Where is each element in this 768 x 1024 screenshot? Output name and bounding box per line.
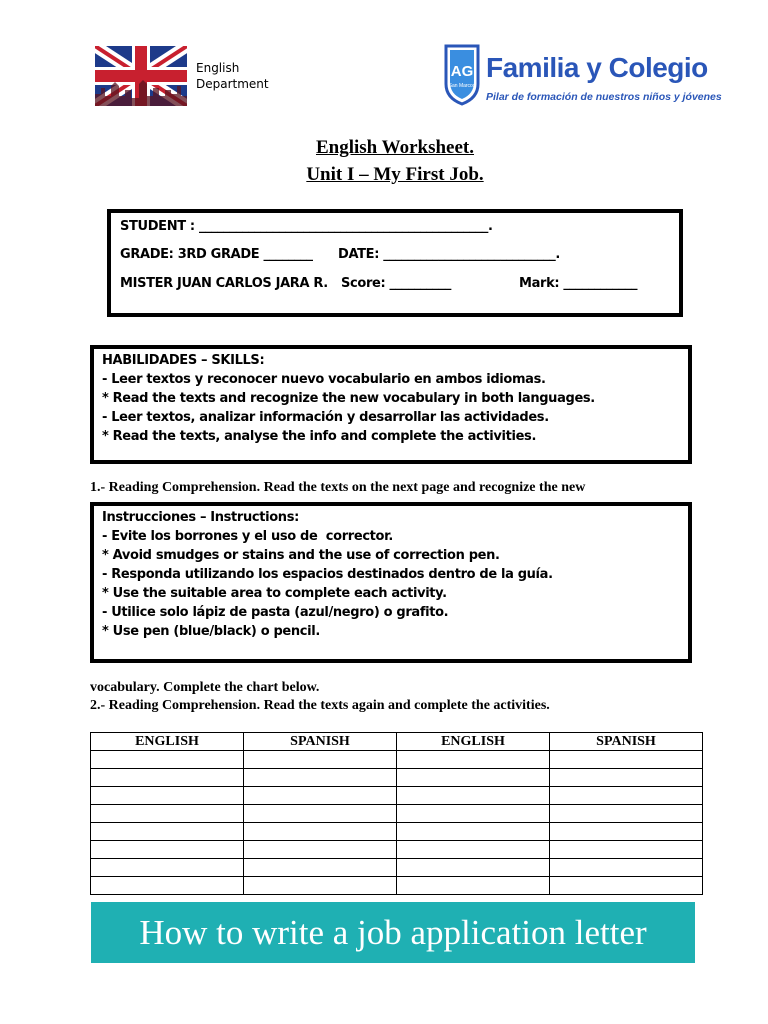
instructions-line: - Responda utilizando los espacios destinados dentro de la guía. <box>102 567 553 582</box>
table-cell[interactable] <box>91 877 244 895</box>
column-header-spanish: SPANISH <box>550 733 703 751</box>
table-cell[interactable] <box>91 859 244 877</box>
table-row <box>91 859 703 877</box>
table-cell[interactable] <box>91 769 244 787</box>
table-cell[interactable] <box>244 787 397 805</box>
table-cell[interactable] <box>550 769 703 787</box>
table-cell[interactable] <box>397 859 550 877</box>
worksheet-title: English Worksheet. <box>315 137 475 158</box>
table-cell[interactable] <box>244 859 397 877</box>
reading-1-continuation: vocabulary. Complete the chart below. <box>90 680 320 695</box>
reading-1-instruction: 1.- Reading Comprehension. Read the texts on the next page and recognize the new <box>90 480 586 495</box>
instructions-line: * Use pen (blue/black) o pencil. <box>102 624 320 639</box>
table-cell[interactable] <box>91 751 244 769</box>
school-shield-logo-icon <box>442 44 482 106</box>
instructions-heading: Instrucciones – Instructions: <box>102 510 299 525</box>
table-cell[interactable] <box>397 769 550 787</box>
table-cell[interactable] <box>91 841 244 859</box>
table-cell[interactable] <box>397 751 550 769</box>
table-cell[interactable] <box>244 769 397 787</box>
table-cell[interactable] <box>244 877 397 895</box>
table-cell[interactable] <box>91 787 244 805</box>
column-header-english: ENGLISH <box>91 733 244 751</box>
table-cell[interactable] <box>244 805 397 823</box>
table-cell[interactable] <box>91 805 244 823</box>
column-header-spanish: SPANISH <box>244 733 397 751</box>
department-label <box>196 60 269 92</box>
teacher-name: MISTER JUAN CARLOS JARA R. <box>120 276 328 291</box>
instructions-line: - Utilice solo lápiz de pasta (azul/negro) o grafito. <box>102 605 449 620</box>
table-cell[interactable] <box>550 823 703 841</box>
table-row <box>91 769 703 787</box>
skills-line: * Read the texts, analyse the info and complete the activities. <box>102 429 537 444</box>
table-cell[interactable] <box>550 877 703 895</box>
skills-line: * Read the texts and recognize the new vocabulary in both languages. <box>102 391 595 406</box>
column-header-english: ENGLISH <box>397 733 550 751</box>
school-tagline: Pilar de formación de nuestros niños y jóvenes <box>486 91 722 103</box>
table-cell[interactable] <box>397 877 550 895</box>
department-line2: Department <box>196 77 269 91</box>
table-row <box>91 787 703 805</box>
student-field[interactable]: STUDENT : _______________________________________________. <box>120 219 493 234</box>
skills-line: - Leer textos, analizar información y desarrollar las actividades. <box>102 410 549 425</box>
instructions-line: * Use the suitable area to complete each activity. <box>102 586 447 601</box>
logo-badge-subtext: San Marcos <box>448 83 476 89</box>
date-field[interactable]: DATE: ____________________________. <box>338 247 561 262</box>
school-name: Familia y Colegio <box>486 52 708 83</box>
table-row <box>91 841 703 859</box>
table-cell[interactable] <box>397 841 550 859</box>
table-cell[interactable] <box>550 751 703 769</box>
mark-field[interactable]: Mark: ____________ <box>519 276 638 291</box>
table-cell[interactable] <box>244 823 397 841</box>
table-cell[interactable] <box>244 751 397 769</box>
vocabulary-table <box>90 732 703 895</box>
grade-field[interactable]: GRADE: 3RD GRADE ________ <box>120 247 313 262</box>
table-cell[interactable] <box>91 823 244 841</box>
table-row <box>91 751 703 769</box>
table-cell[interactable] <box>397 823 550 841</box>
instructions-line: * Avoid smudges or stains and the use of correction pen. <box>102 548 500 563</box>
reading-2-instruction: 2.- Reading Comprehension. Read the texts again and complete the activities. <box>90 698 550 713</box>
table-cell[interactable] <box>550 787 703 805</box>
union-jack-flag-image <box>95 46 187 106</box>
table-cell[interactable] <box>550 859 703 877</box>
table-cell[interactable] <box>550 805 703 823</box>
department-line1: English <box>196 61 240 75</box>
skills-heading: HABILIDADES – SKILLS: <box>102 353 265 368</box>
logo-badge-text: AG <box>450 63 474 80</box>
table-cell[interactable] <box>550 841 703 859</box>
instructions-line: - Evite los borrones y el uso de corrector. <box>102 529 393 544</box>
table-row <box>91 877 703 895</box>
job-letter-banner: How to write a job application letter <box>91 902 695 963</box>
table-cell[interactable] <box>244 841 397 859</box>
table-cell[interactable] <box>397 805 550 823</box>
table-header-row <box>91 733 703 751</box>
score-field[interactable]: Score: __________ <box>341 276 452 291</box>
unit-title: Unit I – My First Job. <box>306 164 484 185</box>
skills-line: - Leer textos y reconocer nuevo vocabulario en ambos idiomas. <box>102 372 546 387</box>
table-cell[interactable] <box>397 787 550 805</box>
table-row <box>91 805 703 823</box>
table-row <box>91 823 703 841</box>
